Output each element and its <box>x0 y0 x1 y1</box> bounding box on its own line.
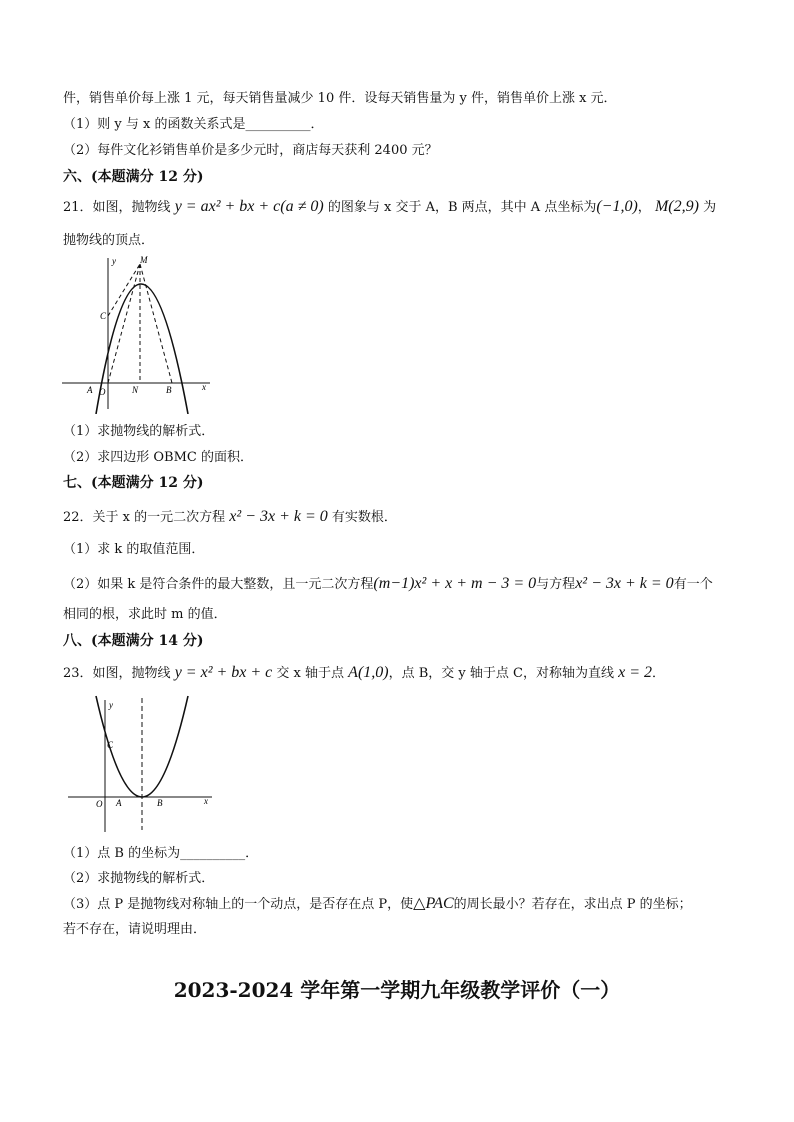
fig2-label-x: x <box>204 796 208 806</box>
question-22-stem <box>63 508 397 527</box>
q21-text-f: 为 <box>703 200 717 215</box>
fig1-label-o: O <box>99 387 106 397</box>
q23-part1-text: （1）点 B 的坐标为 <box>63 846 181 861</box>
q21-text-b: 的图象与 x 交于 A，B 两点，其中 A 点坐标为 <box>327 200 597 215</box>
q23-text-c: ，点 B，交 y 轴于点 C，对称轴为直线 <box>388 666 614 681</box>
q21-point-a: (−1,0) <box>596 198 638 215</box>
q21-text-a: 21．如图，抛物线 <box>63 200 171 215</box>
q22-part2-text-a: （2）如果 k 是符合条件的最大整数，且一元二次方程 <box>63 577 374 592</box>
question-20-part1 <box>63 116 324 134</box>
fig1-label-m: M <box>140 255 148 265</box>
question-22-part2 <box>63 575 713 594</box>
q23-text-a: 23．如图，抛物线 <box>63 666 171 681</box>
q20-part1-text: （1）则 y 与 x 的函数关系式是 <box>63 117 246 132</box>
fig2-label-y: y <box>109 700 113 710</box>
figure-23-parabola <box>60 694 220 836</box>
q22-part2-text-c: 有一个 <box>673 577 713 592</box>
q23-axis: x = 2 <box>618 664 653 681</box>
intro-line: 件，销售单价每上涨 1 元，每天销售量减少 10 件．设每天销售量为 y 件，销售单价上涨 x 元． <box>63 91 617 106</box>
q23-text-b: 交 x 轴于点 <box>276 666 345 681</box>
exam-title: 2023-2024 学年第一学期九年级教学评价（一） <box>173 978 621 1002</box>
question-23-part1 <box>63 845 258 863</box>
section-8-heading: 八、(本题满分 14 分) <box>63 633 204 649</box>
fig1-label-x: x <box>202 382 206 392</box>
question-23-part3 <box>63 895 692 914</box>
q21-vertex: M(2,9) <box>654 198 699 215</box>
q23-part3-text-b: 的周长最小？若存在，求出点 P 的坐标； <box>453 897 692 912</box>
q23-point-a: A(1,0) <box>348 664 389 681</box>
section-6-heading: 六、(本题满分 12 分) <box>63 169 204 185</box>
q23-part3-triangle: △PAC <box>413 895 454 912</box>
answer-blank-2: __________ <box>180 846 246 861</box>
q20-part1-end: ． <box>310 117 324 132</box>
q22-part2-text-b: 与方程 <box>536 577 576 592</box>
question-21-part1: （1）求抛物线的解析式． <box>63 424 215 439</box>
fig1-label-b: B <box>166 385 172 395</box>
question-22-part1: （1）求 k 的取值范围． <box>63 542 205 557</box>
fig1-label-c: C <box>100 311 107 321</box>
fig2-label-b: B <box>157 798 163 808</box>
fig2-label-a: A <box>116 798 122 808</box>
q22-part2-equation-2: x² − 3x + k = 0 <box>575 575 674 592</box>
fig2-label-o: O <box>96 799 103 809</box>
q22-text-a: 22．关于 x 的一元二次方程 <box>63 510 226 525</box>
question-21-stem <box>63 198 716 217</box>
fig1-label-a: A <box>87 385 93 395</box>
q21-text-d: ， <box>637 200 651 215</box>
fig1-label-n: N <box>132 385 139 395</box>
section-7-heading: 七、(本题满分 12 分) <box>63 475 204 491</box>
fig2-label-c: C <box>107 740 114 750</box>
question-23-stem <box>63 664 665 683</box>
q23-part3-text-a: （3）点 P 是抛物线对称轴上的一个动点，是否存在点 P，使 <box>63 897 414 912</box>
q23-part1-end: ． <box>245 846 259 861</box>
question-20-part2: （2）每件文化衫销售单价是多少元时，商店每天获利 2400 元？ <box>63 143 438 158</box>
fig1-label-y: y <box>112 256 116 266</box>
q23-formula: y = x² + bx + c <box>174 664 273 681</box>
question-23-part2: （2）求抛物线的解析式． <box>63 871 215 886</box>
q22-part2-equation: (m−1)x² + x + m − 3 = 0 <box>373 575 537 592</box>
q23-text-d: ． <box>652 666 666 681</box>
q22-text-b: 有实数根． <box>331 510 397 525</box>
question-22-part2-cont: 相同的根，求此时 m 的值． <box>63 607 227 622</box>
q22-equation: x² − 3x + k = 0 <box>229 508 328 525</box>
figure-21-parabola <box>60 254 220 414</box>
question-21-part2: （2）求四边形 OBMC 的面积． <box>63 450 254 465</box>
question-23-part3-cont: 若不存在，请说明理由． <box>63 922 207 937</box>
answer-blank: __________ <box>245 117 311 132</box>
q21-formula: y = ax² + bx + c(a ≠ 0) <box>174 198 324 215</box>
question-21-stem-cont: 抛物线的顶点． <box>63 233 155 248</box>
